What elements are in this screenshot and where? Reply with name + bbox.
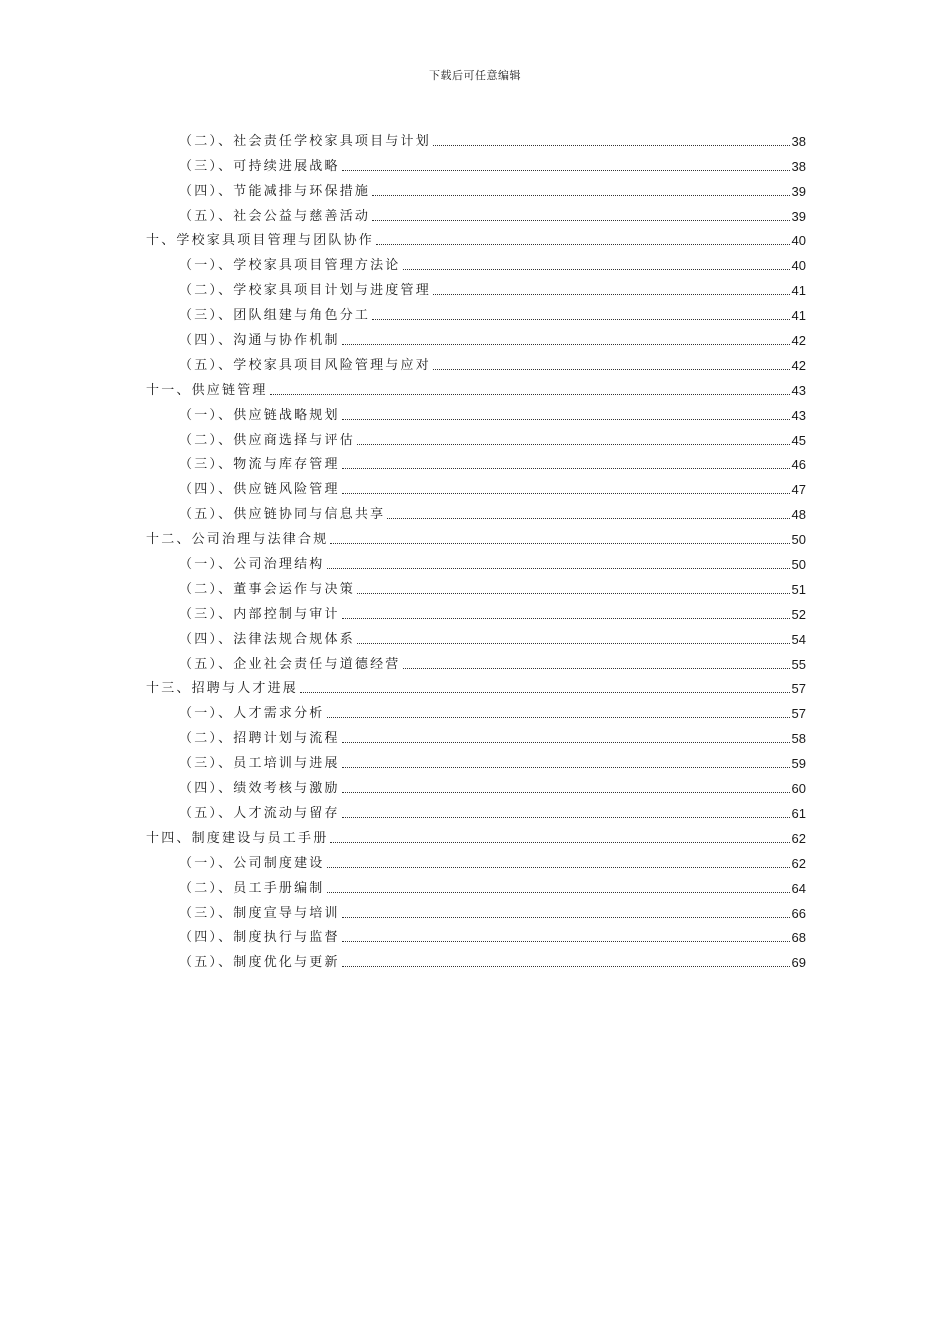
toc-dot-leader (342, 816, 790, 818)
toc-dot-leader (433, 144, 790, 146)
toc-page-number: 50 (791, 557, 806, 573)
toc-entry-title: （一）、公司制度建设 (179, 855, 325, 871)
toc-section-entry[interactable] (146, 897, 806, 922)
toc-dot-leader (403, 268, 790, 270)
toc-page-number: 41 (791, 283, 806, 299)
toc-page-number: 60 (791, 781, 806, 797)
toc-entry-title: 十一、供应链管理 (146, 382, 268, 398)
toc-section-entry[interactable] (146, 747, 806, 772)
toc-section-entry[interactable] (146, 772, 806, 797)
toc-dot-leader (327, 866, 790, 868)
toc-dot-leader (387, 517, 789, 519)
toc-dot-leader (342, 617, 790, 619)
toc-section-entry[interactable] (146, 399, 806, 424)
toc-section-entry[interactable] (146, 847, 806, 872)
toc-entry-title: （三）、可持续进展战略 (179, 158, 340, 174)
toc-section-entry[interactable] (146, 922, 806, 947)
toc-dot-leader (357, 642, 790, 644)
toc-dot-leader (342, 492, 790, 494)
toc-chapter-entry[interactable] (146, 225, 806, 250)
toc-chapter-entry[interactable] (146, 822, 806, 847)
toc-entry-title: 十、学校家具项目管理与团队协作 (146, 233, 375, 249)
toc-entry-title: （一）、学校家具项目管理方法论 (179, 258, 401, 274)
toc-section-entry[interactable] (146, 573, 806, 598)
toc-page-number: 57 (791, 681, 806, 697)
toc-entry-title: （三）、员工培训与进展 (179, 756, 340, 772)
toc-dot-leader (372, 318, 789, 320)
toc-section-entry[interactable] (146, 175, 806, 200)
toc-page-number: 42 (791, 357, 806, 373)
toc-dot-leader (330, 841, 789, 843)
toc-section-entry[interactable] (146, 722, 806, 747)
toc-section-entry[interactable] (146, 872, 806, 897)
toc-section-entry[interactable] (146, 697, 806, 722)
toc-dot-leader (433, 368, 790, 370)
toc-page-number: 41 (791, 308, 806, 324)
toc-page-number: 61 (791, 805, 806, 821)
toc-page-number: 54 (791, 631, 806, 647)
table-of-contents (146, 125, 806, 971)
toc-entry-title: （三）、团队组建与角色分工 (179, 308, 371, 324)
toc-section-entry[interactable] (146, 498, 806, 523)
toc-entry-title: （一）、供应链战略规划 (179, 407, 340, 423)
toc-section-entry[interactable] (146, 200, 806, 225)
toc-section-entry[interactable] (146, 449, 806, 474)
toc-page-number: 50 (791, 532, 806, 548)
toc-dot-leader (300, 691, 790, 693)
toc-dot-leader (342, 791, 790, 793)
toc-section-entry[interactable] (146, 299, 806, 324)
toc-section-entry[interactable] (146, 424, 806, 449)
toc-dot-leader (372, 219, 789, 221)
toc-page-number: 51 (791, 581, 806, 597)
toc-section-entry[interactable] (146, 946, 806, 971)
toc-page-number: 38 (791, 158, 806, 174)
toc-entry-title: （四）、供应链风险管理 (179, 482, 340, 498)
toc-section-entry[interactable] (146, 623, 806, 648)
toc-entry-title: （四）、制度执行与监督 (179, 930, 340, 946)
toc-entry-title: 十四、制度建设与员工手册 (146, 830, 329, 846)
toc-dot-leader (327, 716, 790, 718)
toc-dot-leader (433, 293, 790, 295)
toc-section-entry[interactable] (146, 274, 806, 299)
toc-page-number: 52 (791, 606, 806, 622)
toc-page-number: 38 (791, 133, 806, 149)
toc-page-number: 62 (791, 830, 806, 846)
toc-dot-leader (330, 542, 789, 544)
toc-dot-leader (270, 393, 790, 395)
toc-dot-leader (342, 940, 790, 942)
toc-page-number: 47 (791, 482, 806, 498)
toc-entry-title: （二）、供应商选择与评估 (179, 432, 355, 448)
toc-entry-title: （一）、人才需求分析 (179, 706, 325, 722)
toc-page-number: 40 (791, 233, 806, 249)
toc-page-number: 68 (791, 930, 806, 946)
toc-dot-leader (342, 467, 790, 469)
toc-page-number: 59 (791, 756, 806, 772)
toc-page-number: 45 (791, 432, 806, 448)
toc-chapter-entry[interactable] (146, 673, 806, 698)
toc-page-number: 39 (791, 208, 806, 224)
toc-entry-title: （五）、制度优化与更新 (179, 955, 340, 971)
toc-page-number: 43 (791, 382, 806, 398)
toc-entry-title: （二）、招聘计划与流程 (179, 731, 340, 747)
toc-entry-title: （三）、内部控制与审计 (179, 606, 340, 622)
toc-page-number: 62 (791, 855, 806, 871)
toc-entry-title: 十二、公司治理与法律合规 (146, 532, 329, 548)
toc-section-entry[interactable] (146, 473, 806, 498)
toc-section-entry[interactable] (146, 548, 806, 573)
toc-entry-title: （一）、公司治理结构 (179, 557, 325, 573)
toc-section-entry[interactable] (146, 249, 806, 274)
toc-dot-leader (342, 916, 790, 918)
toc-entry-title: （五）、学校家具项目风险管理与应对 (179, 357, 431, 373)
toc-page-number: 48 (791, 507, 806, 523)
toc-page-number: 55 (791, 656, 806, 672)
toc-dot-leader (403, 667, 790, 669)
toc-chapter-entry[interactable] (146, 523, 806, 548)
toc-dot-leader (342, 965, 790, 967)
toc-dot-leader (342, 741, 790, 743)
toc-entry-title: （五）、人才流动与留存 (179, 805, 340, 821)
toc-dot-leader (342, 343, 790, 345)
toc-page-number: 58 (791, 731, 806, 747)
toc-section-entry[interactable] (146, 324, 806, 349)
toc-page-number: 57 (791, 706, 806, 722)
toc-entry-title: （五）、社会公益与慈善活动 (179, 208, 371, 224)
page-header: 下载后可任意编辑 (429, 69, 521, 82)
toc-section-entry[interactable] (146, 648, 806, 673)
toc-dot-leader (357, 592, 790, 594)
toc-page-number: 66 (791, 905, 806, 921)
toc-entry-title: （二）、员工手册编制 (179, 880, 325, 896)
toc-entry-title: （四）、绩效考核与激励 (179, 781, 340, 797)
toc-chapter-entry[interactable] (146, 374, 806, 399)
toc-entry-title: （二）、董事会运作与决策 (179, 581, 355, 597)
toc-entry-title: （二）、社会责任学校家具项目与计划 (179, 133, 431, 149)
toc-dot-leader (342, 766, 790, 768)
toc-entry-title: （三）、物流与库存管理 (179, 457, 340, 473)
toc-entry-title: （五）、供应链协同与信息共享 (179, 507, 386, 523)
toc-entry-title: （二）、学校家具项目计划与进度管理 (179, 283, 431, 299)
toc-page-number: 69 (791, 955, 806, 971)
toc-dot-leader (357, 443, 790, 445)
toc-dot-leader (372, 194, 789, 196)
toc-dot-leader (376, 243, 790, 245)
toc-page-number: 42 (791, 333, 806, 349)
toc-dot-leader (327, 567, 790, 569)
toc-dot-leader (342, 418, 790, 420)
toc-section-entry[interactable] (146, 125, 806, 150)
toc-page-number: 39 (791, 183, 806, 199)
toc-page-number: 43 (791, 407, 806, 423)
toc-page-number: 40 (791, 258, 806, 274)
toc-entry-title: （四）、法律法规合规体系 (179, 631, 355, 647)
toc-page-number: 64 (791, 880, 806, 896)
toc-entry-title: （五）、企业社会责任与道德经营 (179, 656, 401, 672)
toc-section-entry[interactable] (146, 598, 806, 623)
toc-section-entry[interactable] (146, 150, 806, 175)
toc-dot-leader (342, 169, 790, 171)
toc-section-entry[interactable] (146, 349, 806, 374)
toc-entry-title: （三）、制度宣导与培训 (179, 905, 340, 921)
toc-page-number: 46 (791, 457, 806, 473)
toc-section-entry[interactable] (146, 797, 806, 822)
toc-entry-title: （四）、节能减排与环保措施 (179, 183, 371, 199)
toc-entry-title: 十三、招聘与人才进展 (146, 681, 299, 697)
toc-dot-leader (327, 891, 790, 893)
toc-entry-title: （四）、沟通与协作机制 (179, 333, 340, 349)
